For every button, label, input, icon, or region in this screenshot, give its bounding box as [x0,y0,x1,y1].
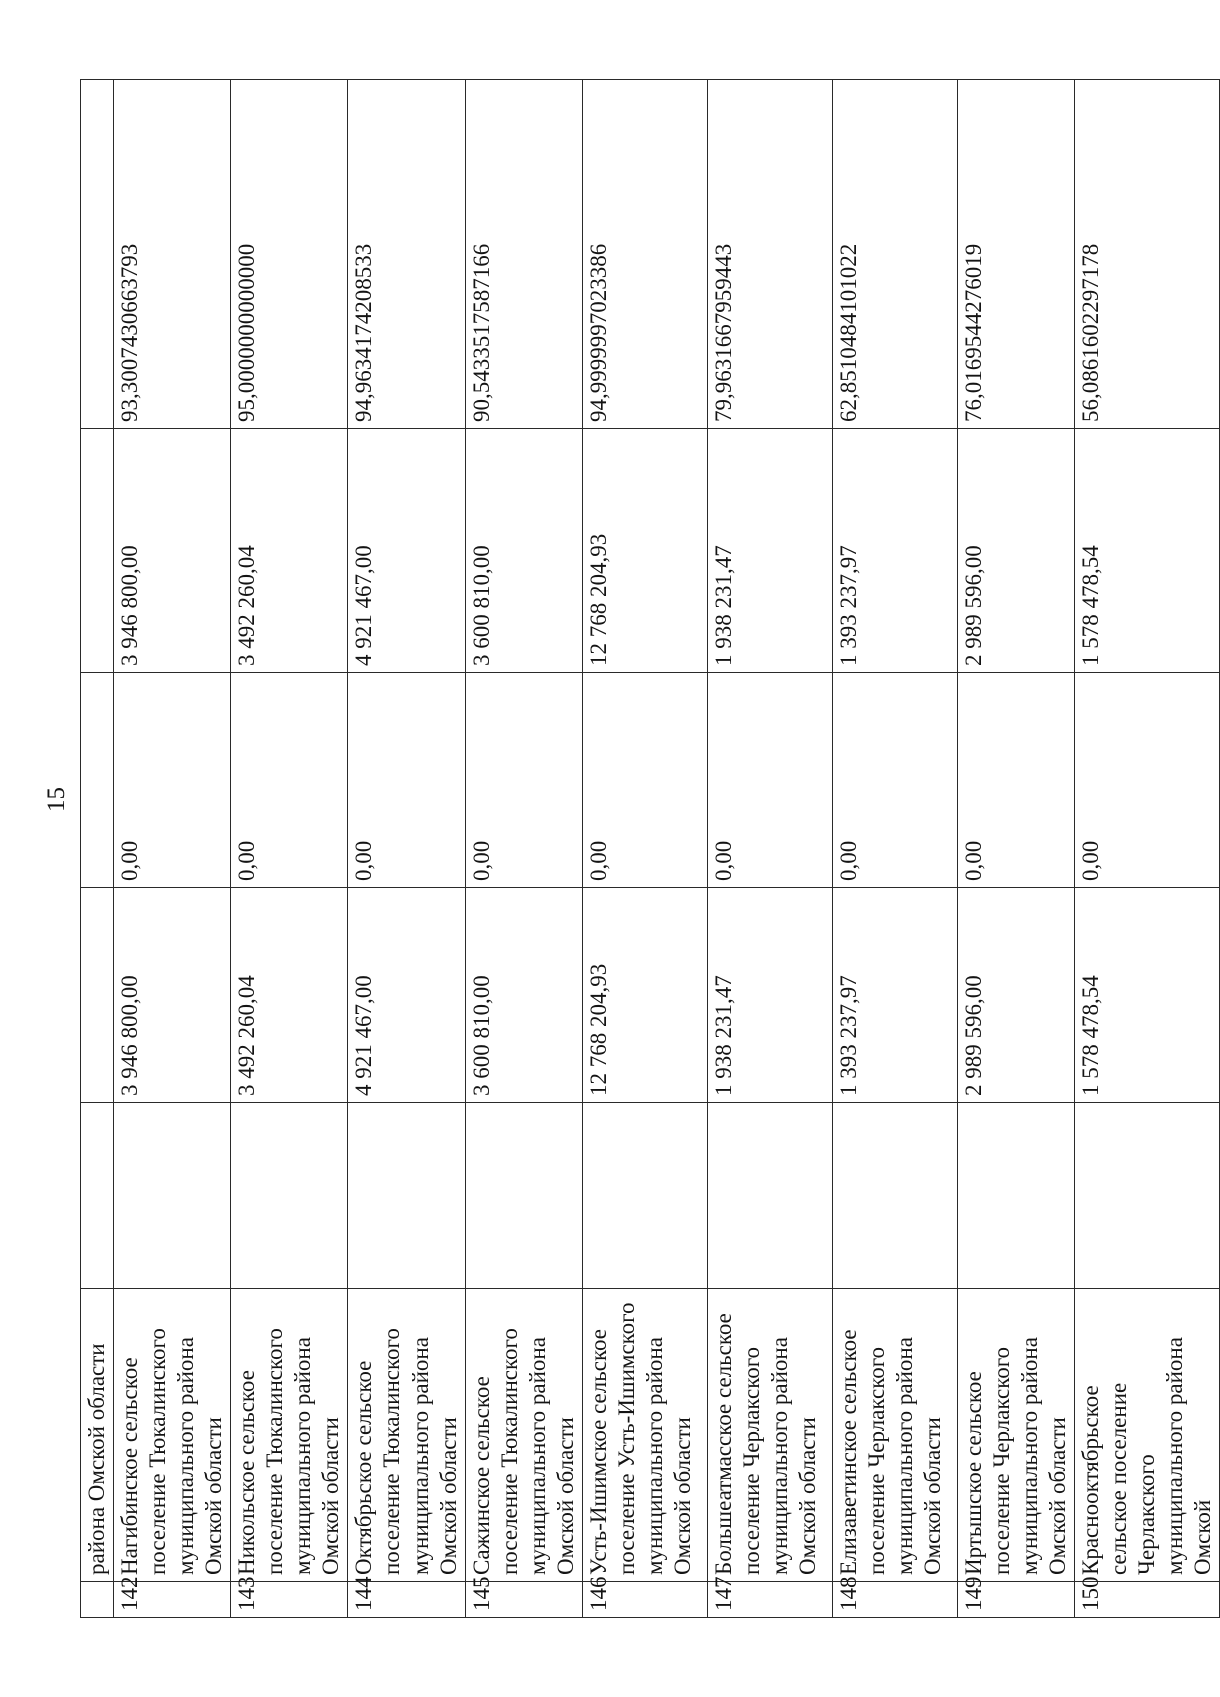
table-row [832,80,957,1618]
cell-amount: 3 600 810,00 [465,888,582,1103]
cell-name: Иртышское сельское поселение Черлакского муниципального района Омской области [957,1289,1074,1582]
cell-empty [707,1103,832,1289]
cell-row-number: 147 [707,1582,832,1618]
table-row [114,80,231,1618]
cell-row-number: 144 [348,1582,465,1618]
cell-amount-total: 3 946 800,00 [114,429,231,673]
table-row [707,80,832,1618]
cell-percent: 90,5433517587166 [465,80,582,429]
cell-empty [81,429,114,673]
page-number: 15 [43,787,70,812]
table-row [348,80,465,1618]
cell-name: Большеатмасское сельское поселение Черлакского муниципального района Омской области [707,1289,832,1582]
cell-amount: 1 393 237,97 [832,888,957,1103]
cell-row-number: 150 [1074,1582,1219,1618]
table-row [957,80,1074,1618]
cell-name: Никольское сельское поселение Тюкалинского муниципального района Омской области [231,1289,348,1582]
cell-name: Октябрьское сельское поселение Тюкалинского муниципального района Омской области [348,1289,465,1582]
cell-amount-total: 1 938 231,47 [707,429,832,673]
table-row [465,80,582,1618]
cell-amount-total: 2 989 596,00 [957,429,1074,673]
cell-empty [81,888,114,1103]
cell-amount: 3 946 800,00 [114,888,231,1103]
cell-percent: 56,0861602297178 [1074,80,1219,429]
cell-name: Краснооктябрьское сельское поселение Черлакского муниципального района Омской [1074,1289,1219,1582]
cell-percent: 94,9999997023386 [582,80,707,429]
cell-empty [81,1103,114,1289]
cell-amount-total: 1 578 478,54 [1074,429,1219,673]
cell-empty [81,80,114,429]
cell-zero: 0,00 [114,673,231,888]
cell-row-number: 142 [114,1582,231,1618]
cell-amount-total: 3 492 260,04 [231,429,348,673]
cell-amount: 3 492 260,04 [231,888,348,1103]
cell-percent: 79,9631667959443 [707,80,832,429]
cell-name: района Омской области [81,1289,114,1582]
cell-percent: 94,9634174208533 [348,80,465,429]
cell-empty [582,1103,707,1289]
cell-name: Сажинское сельское поселение Тюкалинского муниципального района Омской области [465,1289,582,1582]
cell-percent: 62,8510484101022 [832,80,957,429]
cell-amount: 2 989 596,00 [957,888,1074,1103]
cell-zero: 0,00 [832,673,957,888]
table-row-continued [81,80,114,1618]
cell-zero: 0,00 [707,673,832,888]
cell-amount: 12 768 204,93 [582,888,707,1103]
table-container [80,80,1216,1618]
cell-zero: 0,00 [957,673,1074,888]
cell-amount-total: 12 768 204,93 [582,429,707,673]
cell-zero: 0,00 [582,673,707,888]
table-row [231,80,348,1618]
cell-num [81,1582,114,1618]
cell-amount: 1 578 478,54 [1074,888,1219,1103]
cell-row-number: 146 [582,1582,707,1618]
cell-percent: 76,0169544276019 [957,80,1074,429]
cell-amount: 4 921 467,00 [348,888,465,1103]
cell-percent: 95,0000000000000 [231,80,348,429]
cell-name: Нагибинское сельское поселение Тюкалинского муниципального района Омской области [114,1289,231,1582]
cell-empty [348,1103,465,1289]
cell-amount-total: 3 600 810,00 [465,429,582,673]
table-body [81,80,1220,1618]
cell-amount-total: 1 393 237,97 [832,429,957,673]
table-row [582,80,707,1618]
cell-name: Елизаветинское сельское поселение Черлакского муниципального района Омской области [832,1289,957,1582]
cell-amount-total: 4 921 467,00 [348,429,465,673]
cell-row-number: 145 [465,1582,582,1618]
cell-zero: 0,00 [231,673,348,888]
cell-empty [231,1103,348,1289]
cell-zero: 0,00 [1074,673,1219,888]
data-table [80,79,1220,1618]
cell-empty [465,1103,582,1289]
cell-zero: 0,00 [465,673,582,888]
cell-empty [832,1103,957,1289]
cell-empty [957,1103,1074,1289]
table-row [1074,80,1219,1618]
cell-row-number: 149 [957,1582,1074,1618]
cell-row-number: 148 [832,1582,957,1618]
cell-empty [1074,1103,1219,1289]
cell-zero: 0,00 [348,673,465,888]
cell-name: Усть-Ишимское сельское поселение Усть-Ишимского муниципального района Омской области [582,1289,707,1582]
cell-percent: 93,3007430663793 [114,80,231,429]
cell-row-number: 143 [231,1582,348,1618]
cell-empty [114,1103,231,1289]
cell-amount: 1 938 231,47 [707,888,832,1103]
cell-empty [81,673,114,888]
